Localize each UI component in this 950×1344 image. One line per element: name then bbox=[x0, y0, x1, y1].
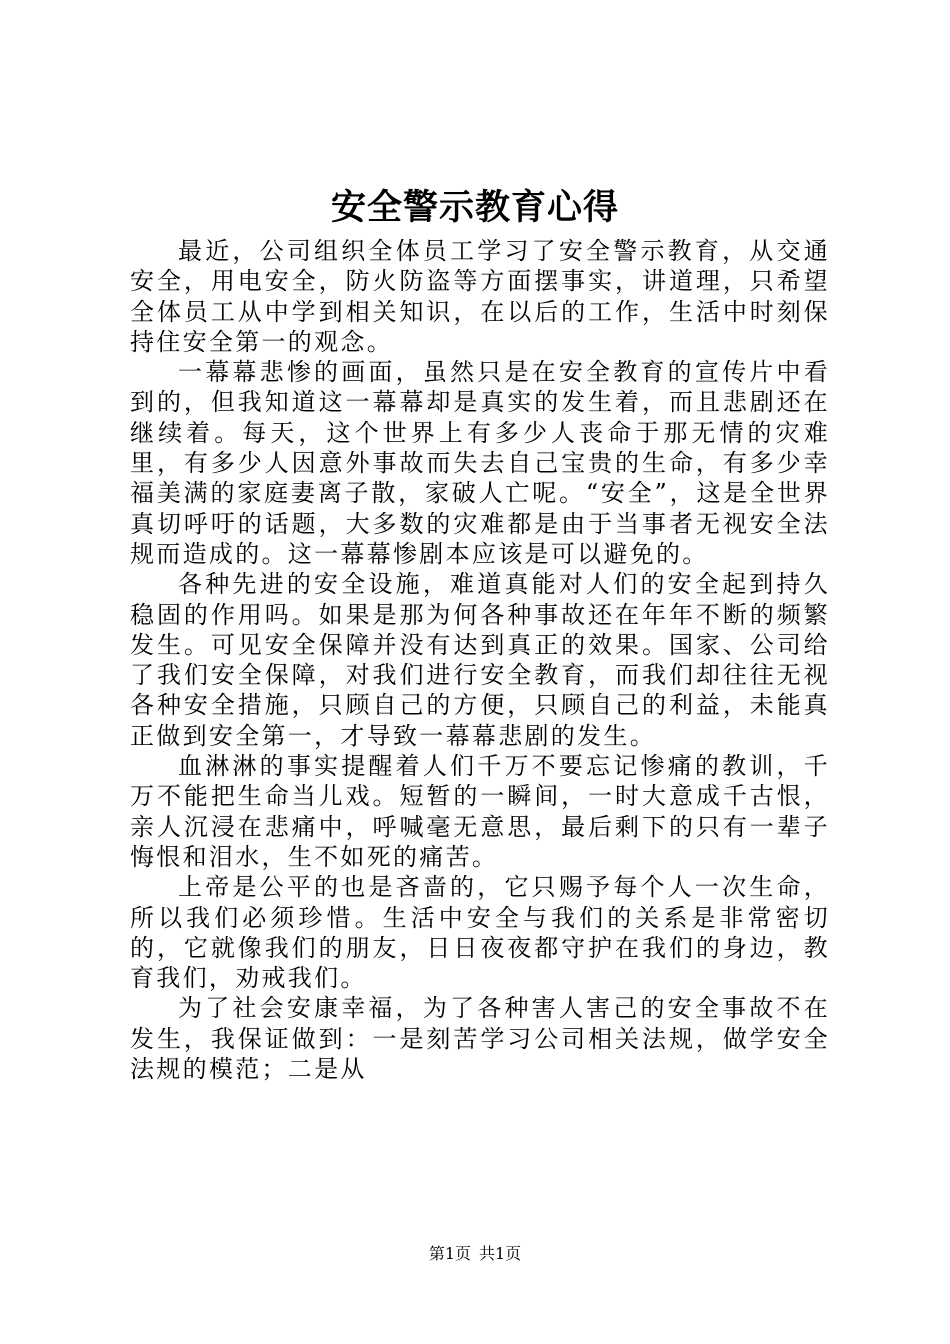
page-footer bbox=[0, 1243, 950, 1265]
paragraph-4: 血淋淋的事实提醒着人们千万不要忘记惨痛的教训，千万不能把生命当儿戏。短暂的一瞬间，一时大意成千古恨，亲人沉浸在悲痛中，呼喊毫无意思，最后剩下的只有一辈子悔恨和泪水，生不如死的痛苦。 bbox=[130, 752, 830, 871]
paragraph-3: 各种先进的安全设施，难道真能对人们的安全起到持久稳固的作用吗。如果是那为何各种事故还在年年不断的频繁发生。可见安全保障并没有达到真正的效果。国家、公司给了我们安全保障，对我们进行安全教育，而我们却往往无视各种安全措施，只顾自己的方便，只顾自己的利益，未能真正做到安全第一，才导致一幕幕悲剧的发生。 bbox=[130, 570, 830, 750]
document-title: 安全警示教育心得 bbox=[330, 187, 619, 228]
page-total: 共1页 bbox=[479, 1244, 522, 1263]
paragraph-2: 一幕幕悲惨的画面，虽然只是在安全教育的宣传片中看到的，但我知道这一幕幕却是真实的发生着，而且悲剧还在继续着。每天，这个世界上有多少人丧命于那无情的灾难里，有多少人因意外事故而失去自己宝贵的生命，有多少幸福美满的家庭妻离子散，家破人亡呢。“安全”，这是全世界真切呼吁的话题，大多数的灾难都是由于当事者无视安全法规而造成的。这一幕幕惨剧本应该是可以避免的。 bbox=[130, 358, 830, 568]
paragraph-1: 最近，公司组织全体员工学习了安全警示教育，从交通安全，用电安全，防火防盗等方面摆事实，讲道理，只希望全体员工从中学到相关知识，在以后的工作，生活中时刻保持住安全第一的观念。 bbox=[130, 237, 830, 356]
paragraph-5: 上帝是公平的也是吝啬的，它只赐予每个人一次生命，所以我们必须珍惜。生活中安全与我们的关系是非常密切的，它就像我们的朋友，日日夜夜都守护在我们的身边，教育我们，劝戒我们。 bbox=[130, 873, 830, 993]
document-body bbox=[130, 236, 830, 1084]
page-number: 第1页 bbox=[428, 1244, 471, 1263]
paragraph-6: 为了社会安康幸福，为了各种害人害己的安全事故不在发生，我保证做到：一是刻苦学习公司相关法规，做学安全法规的模范；二是从 bbox=[130, 994, 830, 1084]
